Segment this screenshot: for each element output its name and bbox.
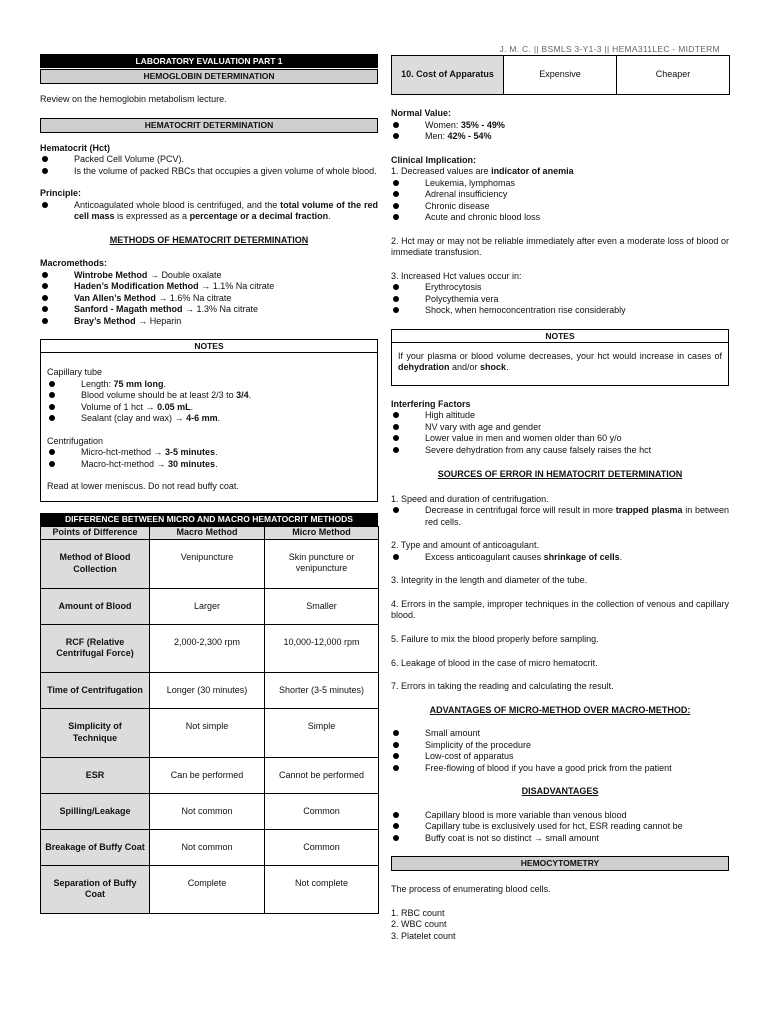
macro-heading: Macromethods: bbox=[40, 258, 108, 269]
notes-box bbox=[40, 339, 378, 502]
table-row: Amount of Blood Larger Smaller bbox=[41, 588, 379, 624]
arrow-icon: → bbox=[153, 447, 163, 458]
hct-title: HEMATOCRIT DETERMINATION bbox=[40, 118, 378, 133]
table-row: 10. Cost of Apparatus Expensive Cheaper bbox=[392, 56, 730, 95]
bullet-icon bbox=[42, 318, 48, 324]
bullet-icon bbox=[393, 730, 399, 736]
table-header-row bbox=[41, 526, 379, 539]
main-title: LABORATORY EVALUATION PART 1 bbox=[40, 54, 378, 68]
cap-list bbox=[47, 379, 371, 425]
clin1: 1. Decreased values are indicator of anemia bbox=[391, 166, 574, 177]
bullet-icon bbox=[393, 447, 399, 453]
column-header: Points of Difference bbox=[41, 526, 150, 539]
err1: 1. Speed and duration of centrifugation. bbox=[391, 493, 549, 504]
list-item: Polycythemia vera bbox=[391, 294, 729, 306]
list-item: Adrenal insufficiency bbox=[391, 189, 729, 201]
cent-list bbox=[47, 447, 371, 470]
dis-list bbox=[391, 810, 729, 845]
bullet-icon bbox=[42, 156, 48, 162]
table-row: ESR Can be performed Cannot be performed bbox=[41, 757, 379, 793]
arrow-icon: → bbox=[158, 292, 168, 303]
hemo-title: HEMOCYTOMETRY bbox=[391, 856, 729, 871]
notes-title: NOTES bbox=[41, 340, 377, 353]
bullet-icon bbox=[393, 284, 399, 290]
bullet-icon bbox=[393, 435, 399, 441]
err2-list bbox=[391, 552, 729, 564]
bullet-icon bbox=[393, 424, 399, 430]
list-item: High altitude bbox=[391, 410, 729, 422]
normal-heading: Normal Value: bbox=[391, 108, 452, 118]
arrow-icon: → bbox=[145, 401, 155, 412]
bullet-icon bbox=[393, 296, 399, 302]
left-column bbox=[40, 54, 378, 914]
list-item: Van Allen’s Method → 1.6% Na citrate bbox=[40, 293, 378, 305]
bullet-icon bbox=[42, 295, 48, 301]
hemo-text: The process of enumerating blood cells. bbox=[391, 884, 551, 895]
bullet-icon bbox=[42, 272, 48, 278]
bullet-icon bbox=[393, 191, 399, 197]
list-item: Severe dehydration from any cause falsely raises the hct bbox=[391, 445, 729, 457]
notes-title: NOTES bbox=[392, 330, 728, 343]
arrow-icon: → bbox=[138, 315, 148, 326]
hemo-item: 3. Platelet count bbox=[391, 930, 456, 941]
bullet-icon bbox=[42, 283, 48, 289]
list-item: Wintrobe Method → Double oxalate bbox=[40, 270, 378, 282]
list-item: Women: 35% - 49% bbox=[391, 120, 729, 132]
list-item: NV vary with age and gender bbox=[391, 422, 729, 434]
comparison-table bbox=[40, 526, 379, 914]
adv-list bbox=[391, 728, 729, 774]
list-item: Free-flowing of blood if you have a good prick from the patient bbox=[391, 763, 729, 775]
err4: 4. Errors in the sample, improper techniques in the collection of venous and capillary blood. bbox=[391, 598, 729, 621]
list-item: Erythrocytosis bbox=[391, 282, 729, 294]
err2: 2. Type and amount of anticoagulant. bbox=[391, 540, 539, 551]
bullet-icon bbox=[393, 507, 399, 513]
table-row: Simplicity of Technique Not simple Simple bbox=[41, 708, 379, 757]
list-item: Buffy coat is not so distinct → small amount bbox=[391, 833, 729, 845]
bullet-icon bbox=[49, 461, 55, 467]
table-row: Method of Blood Collection Venipuncture Skin puncture or venipuncture bbox=[41, 539, 379, 588]
bullet-icon bbox=[393, 180, 399, 186]
bullet-icon bbox=[393, 307, 399, 313]
clin3: 3. Increased Hct values occur in: bbox=[391, 270, 522, 281]
macro-list bbox=[40, 270, 378, 328]
notes-box-2 bbox=[391, 329, 729, 386]
interfering-list bbox=[391, 410, 729, 456]
list-item: Sanford - Magath method → 1.3% Na citrate bbox=[40, 304, 378, 316]
arrow-icon: → bbox=[174, 413, 184, 424]
cap-heading: Capillary tube bbox=[47, 367, 103, 378]
list-item: Bray’s Method → Heparin bbox=[40, 316, 378, 328]
hct-list bbox=[40, 154, 378, 177]
arrow-icon: → bbox=[201, 281, 211, 292]
list-item: Simplicity of the procedure bbox=[391, 740, 729, 752]
list-item: Blood volume should be at least 2/3 to 3/4. bbox=[47, 390, 371, 402]
hct-heading: Hematocrit (Hct) bbox=[40, 142, 111, 153]
err6: 6. Leakage of blood in the case of micro hematocrit. bbox=[391, 657, 598, 668]
bullet-icon bbox=[49, 381, 55, 387]
bullet-icon bbox=[393, 554, 399, 560]
list-item: Haden’s Modification Method → 1.1% Na citrate bbox=[40, 281, 378, 293]
bullet-icon bbox=[393, 214, 399, 220]
list-item: Packed Cell Volume (PCV). bbox=[40, 154, 378, 166]
clin3-list bbox=[391, 282, 729, 317]
list-item: Lower value in men and women older than 60 y/o bbox=[391, 433, 729, 445]
hemo-item: 2. WBC count bbox=[391, 919, 447, 930]
bullet-icon bbox=[49, 404, 55, 410]
list-item: Decrease in centrifugal force will result in more trapped plasma in between red cells. bbox=[391, 505, 729, 528]
table-row: Spilling/Leakage Not common Common bbox=[41, 793, 379, 829]
arrow-icon: → bbox=[185, 304, 195, 315]
clin-heading: Clinical Implication: bbox=[391, 154, 477, 165]
bullet-icon bbox=[393, 812, 399, 818]
hgb-title: HEMOGLOBIN DETERMINATION bbox=[40, 69, 378, 84]
err5: 5. Failure to mix the blood properly before sampling. bbox=[391, 633, 599, 644]
bullet-icon bbox=[393, 742, 399, 748]
column-header: Micro Method bbox=[265, 526, 379, 539]
list-item: Acute and chronic blood loss bbox=[391, 212, 729, 224]
bullet-icon bbox=[393, 133, 399, 139]
errors-title: SOURCES OF ERROR IN HEMATOCRIT DETERMINATION bbox=[437, 469, 683, 480]
read-note: Read at lower meniscus. Do not read buffy coat. bbox=[47, 481, 239, 492]
bullet-icon bbox=[49, 392, 55, 398]
list-item: Length: 75 mm long. bbox=[47, 379, 371, 391]
list-item: Sealant (clay and wax) → 4-6 mm. bbox=[47, 413, 371, 425]
bullet-icon bbox=[49, 449, 55, 455]
arrow-icon: → bbox=[149, 269, 159, 280]
normal-list bbox=[391, 120, 729, 143]
bullet-icon bbox=[42, 202, 48, 208]
table-row: Time of Centrifugation Longer (30 minutes) Shorter (3-5 minutes) bbox=[41, 672, 379, 708]
bullet-icon bbox=[42, 168, 48, 174]
list-item: Excess anticoagulant causes shrinkage of cells. bbox=[391, 552, 729, 564]
dis-title: DISADVANTAGES bbox=[521, 786, 599, 797]
bullet-icon bbox=[393, 122, 399, 128]
err7: 7. Errors in taking the reading and calculating the result. bbox=[391, 681, 614, 692]
notes-text: If your plasma or blood volume decreases, your hct would increase in cases of dehydration and/or shock. bbox=[398, 350, 722, 373]
right-column bbox=[391, 55, 729, 942]
list-item: Chronic disease bbox=[391, 201, 729, 213]
list-item: Leukemia, lymphomas bbox=[391, 178, 729, 190]
bullet-icon bbox=[393, 203, 399, 209]
bullet-icon bbox=[393, 823, 399, 829]
bullet-icon bbox=[393, 835, 399, 841]
bullet-icon bbox=[393, 753, 399, 759]
list-item: Is the volume of packed RBCs that occupies a given volume of whole blood. bbox=[40, 166, 378, 178]
list-item: Men: 42% - 54% bbox=[391, 131, 729, 143]
list-item: Low-cost of apparatus bbox=[391, 751, 729, 763]
diff-title: DIFFERENCE BETWEEN MICRO AND MACRO HEMATOCRIT METHODS bbox=[40, 513, 378, 526]
clin1-list bbox=[391, 178, 729, 224]
list-item: Capillary tube is exclusively used for hct, ESR reading cannot be bbox=[391, 821, 729, 833]
principle-list bbox=[40, 200, 378, 223]
list-item: Micro-hct-method → 3-5 minutes. bbox=[47, 447, 371, 459]
list-item: Macro-hct-method → 30 minutes. bbox=[47, 459, 371, 471]
hemo-item: 1. RBC count bbox=[391, 907, 445, 918]
principle-heading: Principle: bbox=[40, 188, 82, 199]
table-row: Separation of Buffy Coat Complete Not complete bbox=[41, 865, 379, 913]
column-header: Macro Method bbox=[150, 526, 265, 539]
bullet-icon bbox=[393, 412, 399, 418]
bullet-icon bbox=[49, 415, 55, 421]
arrow-icon: → bbox=[533, 832, 543, 843]
table-row: RCF (Relative Centrifugal Force) 2,000-2,300 rpm 10,000-12,000 rpm bbox=[41, 624, 379, 672]
header-note: J. M. C. || BSMLS 3-Y1-3 || HEMA311LEC - MIDTERM bbox=[499, 44, 720, 54]
methods-title: METHODS OF HEMATOCRIT DETERMINATION bbox=[109, 234, 309, 245]
list-item: Shock, when hemoconcentration rise considerably bbox=[391, 305, 729, 317]
bullet-icon bbox=[393, 765, 399, 771]
list-item: Volume of 1 hct → 0.05 mL. bbox=[47, 402, 371, 414]
cost-table bbox=[391, 55, 730, 95]
list-item: Capillary blood is more variable than venous blood bbox=[391, 810, 729, 822]
adv-title: ADVANTAGES OF MICRO-METHOD OVER MACRO-METHOD: bbox=[429, 704, 691, 715]
table-row: Breakage of Buffy Coat Not common Common bbox=[41, 829, 379, 865]
list-item: Anticoagulated whole blood is centrifuged, and the total volume of the red cell mass is expressed as a percentage or a decimal fraction. bbox=[40, 200, 378, 223]
hgb-text: Review on the hemoglobin metabolism lecture. bbox=[40, 94, 227, 104]
list-item: Small amount bbox=[391, 728, 729, 740]
bullet-icon bbox=[42, 306, 48, 312]
err3: 3. Integrity in the length and diameter of the tube. bbox=[391, 575, 588, 586]
err1-list bbox=[391, 505, 729, 528]
interfering-heading: Interfering Factors bbox=[391, 398, 471, 409]
cent-heading: Centrifugation bbox=[47, 435, 104, 446]
clin2: 2. Hct may or may not be reliable immediately after even a moderate loss of blood or immediate transfusion. bbox=[391, 235, 729, 258]
arrow-icon: → bbox=[156, 458, 166, 469]
